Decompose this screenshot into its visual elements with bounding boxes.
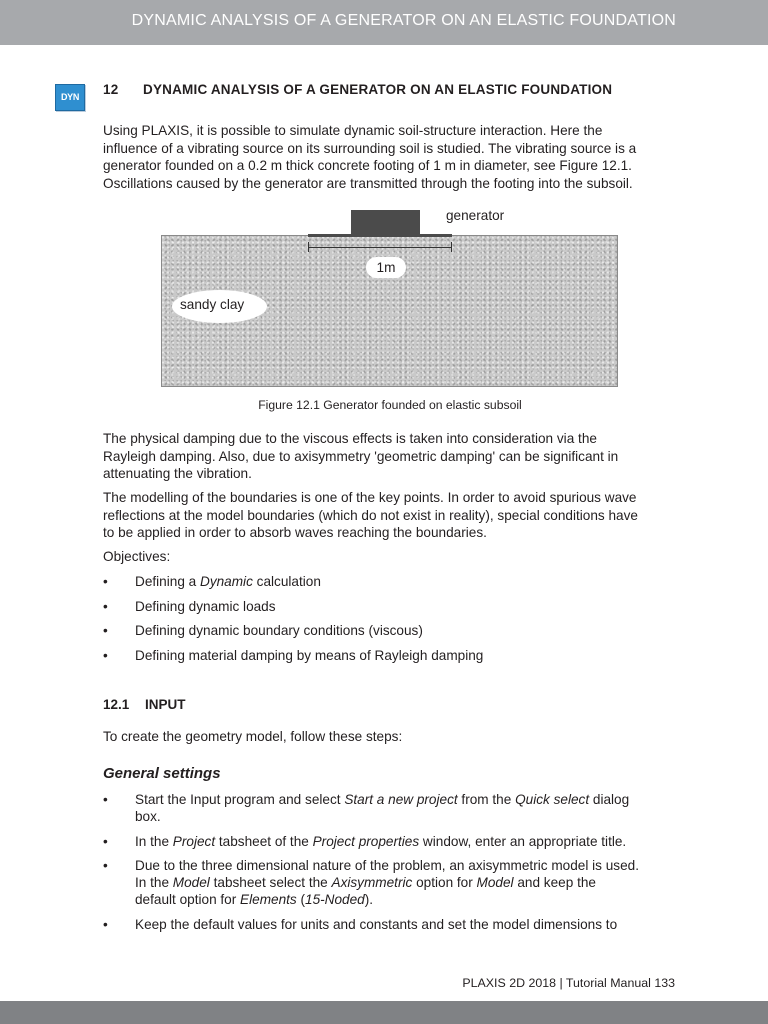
item-text: In the xyxy=(135,875,173,890)
text-line: Using PLAXIS, it is possible to simulate dynamic soil-structure interaction. Here the xyxy=(103,123,603,138)
text-line: Oscillations caused by the generator are transmitted through the footing into the subsoil. xyxy=(103,175,633,191)
item-emphasis: 15-Noded xyxy=(305,892,365,907)
item-text: Keep the default values for units and constants and set the model dimensions to xyxy=(135,916,618,932)
dimension-label: 1m xyxy=(366,257,406,278)
text-line: The modelling of the boundaries is one of the key points. In order to avoid spurious wave xyxy=(103,490,637,505)
item-text: Defining material damping by means of Rayleigh damping xyxy=(135,647,484,663)
item-emphasis: Project properties xyxy=(312,833,420,849)
list-item xyxy=(103,833,678,850)
item-emphasis: Dynamic xyxy=(200,574,253,589)
foundation-figure xyxy=(161,206,618,388)
item-text: ( xyxy=(296,892,306,907)
page-footer: PLAXIS 2D 2018 | Tutorial Manual 133 xyxy=(462,976,675,990)
item-text: dialog xyxy=(589,792,630,807)
generator-label: generator xyxy=(446,208,505,223)
item-emphasis: Project xyxy=(172,833,216,849)
item-text: In the xyxy=(135,833,173,849)
item-text: window, enter an appropriate title. xyxy=(419,833,627,849)
bullet-icon: • xyxy=(103,858,108,873)
text-line: Rayleigh damping. Also, due to axisymmetry 'geometric damping' can be significant in xyxy=(103,448,619,464)
item-emphasis: Elements xyxy=(240,892,297,907)
running-header: DYNAMIC ANALYSIS OF A GENERATOR ON AN ELASTIC FOUNDATION xyxy=(131,12,676,29)
boundaries-paragraph xyxy=(103,489,678,542)
dimension-line xyxy=(309,247,452,248)
header-bar xyxy=(0,0,768,45)
item-text: default option for xyxy=(135,892,241,907)
subsection-number: 12.1 xyxy=(103,697,130,712)
bullet-icon: • xyxy=(103,833,108,849)
bullet-icon: • xyxy=(103,647,108,663)
bullet-icon: • xyxy=(103,916,108,932)
item-text: Due to the three dimensional nature of the problem, an axisymmetric model is used. xyxy=(135,858,639,873)
item-emphasis: Model xyxy=(172,875,210,890)
soil-label: sandy clay xyxy=(172,290,267,323)
section-title: DYNAMIC ANALYSIS OF A GENERATOR ON AN ELASTIC FOUNDATION xyxy=(143,82,613,97)
figure-caption: Figure 12.1 Generator founded on elastic subsoil xyxy=(258,398,522,412)
item-text: Defining dynamic boundary conditions (viscous) xyxy=(135,623,423,638)
bullet-icon: • xyxy=(103,574,108,589)
footer-bar xyxy=(0,1001,768,1024)
item-text: box. xyxy=(135,809,161,824)
item-emphasis: Axisymmetric xyxy=(331,875,413,890)
bullet-icon: • xyxy=(103,598,108,614)
general-settings-heading: General settings xyxy=(103,765,221,782)
bullet-icon: • xyxy=(103,623,108,638)
item-text: tabsheet select the xyxy=(209,875,332,890)
objectives-list xyxy=(103,573,678,671)
item-text: Start the Input program and select xyxy=(135,792,345,807)
section-number: 12 xyxy=(103,82,119,97)
item-text: tabsheet of the xyxy=(215,833,313,849)
subsection-title: INPUT xyxy=(145,697,186,712)
dimension-tick xyxy=(308,242,309,252)
item-text: Defining a xyxy=(135,574,200,589)
list-item xyxy=(103,598,678,623)
general-settings-list xyxy=(103,791,678,940)
bullet-icon: • xyxy=(103,792,108,807)
text-line: attenuating the vibration. xyxy=(103,466,252,481)
list-item xyxy=(103,857,678,908)
item-text: Defining dynamic loads xyxy=(135,598,276,614)
list-item xyxy=(103,916,678,933)
footing-shape xyxy=(308,234,452,237)
item-text: ). xyxy=(364,892,374,907)
text-line: to be applied in order to absorb waves reaching the boundaries. xyxy=(103,525,487,540)
item-emphasis: Start a new project xyxy=(344,792,458,807)
list-item xyxy=(103,647,678,672)
item-emphasis: Quick select xyxy=(515,792,590,807)
dyn-module-badge: DYN xyxy=(55,84,85,111)
damping-paragraph xyxy=(103,430,678,483)
list-item xyxy=(103,791,678,825)
item-emphasis: Model xyxy=(476,875,514,890)
subsection-heading xyxy=(103,697,186,712)
item-text: calculation xyxy=(252,574,321,589)
text-line: generator founded on a 0.2 m thick concrete footing of 1 m in diameter, see Figure 12.1. xyxy=(103,158,632,173)
list-item xyxy=(103,573,678,598)
generator-shape xyxy=(351,210,420,236)
dimension-tick xyxy=(451,242,452,252)
intro-paragraph xyxy=(103,122,678,192)
list-item xyxy=(103,622,678,647)
text-line: reflections at the model boundaries (which do not exist in reality), special conditions have xyxy=(103,507,638,523)
text-line: influence of a vibrating source on its surrounding soil is studied. The vibrating source is a xyxy=(103,140,637,156)
item-text: and keep the xyxy=(513,875,596,890)
item-text: from the xyxy=(457,792,516,807)
objectives-heading: Objectives: xyxy=(103,549,171,564)
text-line: The physical damping due to the viscous effects is taken into consideration via the xyxy=(103,431,597,446)
item-text: option for xyxy=(412,875,477,890)
section-heading xyxy=(103,82,612,97)
steps-intro: To create the geometry model, follow these steps: xyxy=(103,729,403,744)
